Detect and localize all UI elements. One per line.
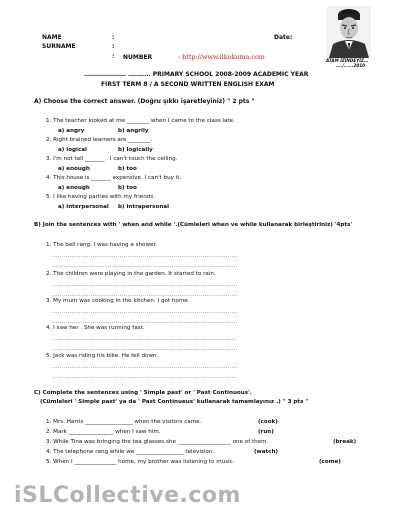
option-a1-b[interactable]: b) angrily bbox=[118, 128, 149, 134]
website-url[interactable]: : http://www.ilkokuma.com bbox=[178, 53, 265, 61]
option-a4-b[interactable]: b) too bbox=[118, 185, 137, 191]
join-item-2: 2. The children were playing in the garden. It started to rain. bbox=[46, 271, 216, 277]
answer-line[interactable]: …………………………………………………………………………………… bbox=[52, 263, 238, 269]
option-a3-a[interactable]: a) enough bbox=[58, 166, 90, 172]
number-label: NUMBER bbox=[123, 54, 153, 61]
answer-line[interactable]: …………………………………………………………………………………… bbox=[52, 336, 238, 342]
section-a-heading: A) Choose the correct answer. (Doğru şıkkı işaretleyiniz) " 2 pts " bbox=[34, 98, 255, 105]
question-a2: 2. Right brained learners are ________. bbox=[46, 137, 153, 143]
answer-line[interactable]: …………………………………………………………………………………… bbox=[52, 374, 238, 380]
name-colon: : bbox=[112, 34, 115, 41]
question-a1: 1. The teacher looked at me ________ when I came to the class late. bbox=[46, 118, 235, 124]
option-a3-b[interactable]: b) too bbox=[118, 166, 137, 172]
answer-line[interactable]: …………………………………………………………………………………… bbox=[52, 364, 238, 370]
section-b-heading: B) Join the sentences with ' when and while '.(Cümleleri when ve while kullanarak birleştiriniz) '4pts' bbox=[34, 222, 353, 228]
answer-line[interactable]: …………………………………………………………………………………… bbox=[52, 282, 238, 288]
ataturk-portrait bbox=[327, 6, 371, 58]
complete-item-2: 2. Mark ________________ when I saw him. bbox=[46, 429, 161, 435]
title-line-2: FIRST TERM 8 / A SECOND WRITTEN ENGLISH EXAM bbox=[101, 81, 275, 88]
verb-hint-1: (cook) bbox=[258, 419, 278, 425]
join-item-5: 5. Jack was riding his bike. He fell down. bbox=[46, 353, 159, 359]
complete-item-4: 4. The telephone rang while we _________________ television. bbox=[46, 449, 215, 455]
portrait-caption-1: ATAM İZİNDEYİZ... bbox=[326, 58, 369, 63]
answer-line[interactable]: …………………………………………………………………………………… bbox=[52, 346, 238, 352]
option-a4-a[interactable]: a) enough bbox=[58, 185, 90, 191]
section-c-heading-2: (Cümleleri ' Simple past' ya da ' Past Continueus' kullanarak tamamlayınız .) " 3 pts " bbox=[40, 399, 309, 405]
surname-label: SURNAME bbox=[42, 43, 76, 50]
question-a5: 5. I like having parties with my friends. bbox=[46, 194, 156, 200]
join-item-3: 3. My mum was cooking in the kitchen. I got home. bbox=[46, 298, 190, 304]
complete-item-5: 5. When I _______________ home, my brother was listening to music. bbox=[46, 459, 235, 465]
question-a4: 4. This house is _______ expensive. I can't buy it. bbox=[46, 175, 182, 181]
answer-line[interactable]: …………………………………………………………………………………… bbox=[52, 292, 238, 298]
verb-hint-3: (break) bbox=[333, 439, 357, 445]
answer-line[interactable]: …………………………………………………………………………………… bbox=[52, 309, 238, 315]
answer-line[interactable]: …………………………………………………………………………………… bbox=[52, 319, 238, 325]
complete-item-3: 3. While Tina was bringing the tea glasses,she ___________________ one of them. bbox=[46, 439, 269, 445]
portrait-image bbox=[327, 6, 371, 58]
option-a5-b[interactable]: b) intrapersonal bbox=[118, 204, 170, 210]
option-a2-a[interactable]: a) logical bbox=[58, 147, 87, 153]
title-line-1: ………………… ……….. PRIMARY SCHOOL 2008-2009 ACADEMIC YEAR bbox=[84, 71, 309, 78]
date-label: Date: bbox=[274, 34, 293, 41]
verb-hint-4: (watch) bbox=[254, 449, 279, 455]
option-a5-a[interactable]: a) interpersonal bbox=[58, 204, 109, 210]
name-label: NAME bbox=[42, 34, 62, 41]
option-a2-b[interactable]: b) logically bbox=[118, 147, 153, 153]
watermark-logo: iSLCollective.com bbox=[14, 483, 241, 508]
join-item-1: 1. The bell rang. I was having a shower. bbox=[46, 242, 158, 248]
surname-colon: : bbox=[112, 43, 115, 50]
section-c-heading-1: C) Complete the sentences using ' Simple past' or ' Past Continuous'. bbox=[34, 390, 252, 396]
question-a3: 3. I'm not tall _______ . I can't touch the ceiling. bbox=[46, 156, 178, 162]
portrait-caption-2: ..../......2010 bbox=[336, 63, 366, 68]
verb-hint-2: (run) bbox=[258, 429, 274, 435]
number-colon: : bbox=[112, 53, 115, 60]
join-item-4: 4. I saw her . She was running fast. bbox=[46, 325, 145, 331]
option-a1-a[interactable]: a) angry bbox=[58, 128, 85, 134]
verb-hint-5: (come) bbox=[319, 459, 341, 465]
complete-item-1: 1. Mrs. Harris _________________ when the visitors came. bbox=[46, 419, 202, 425]
answer-line[interactable]: …………………………………………………………………………………… bbox=[52, 253, 238, 259]
